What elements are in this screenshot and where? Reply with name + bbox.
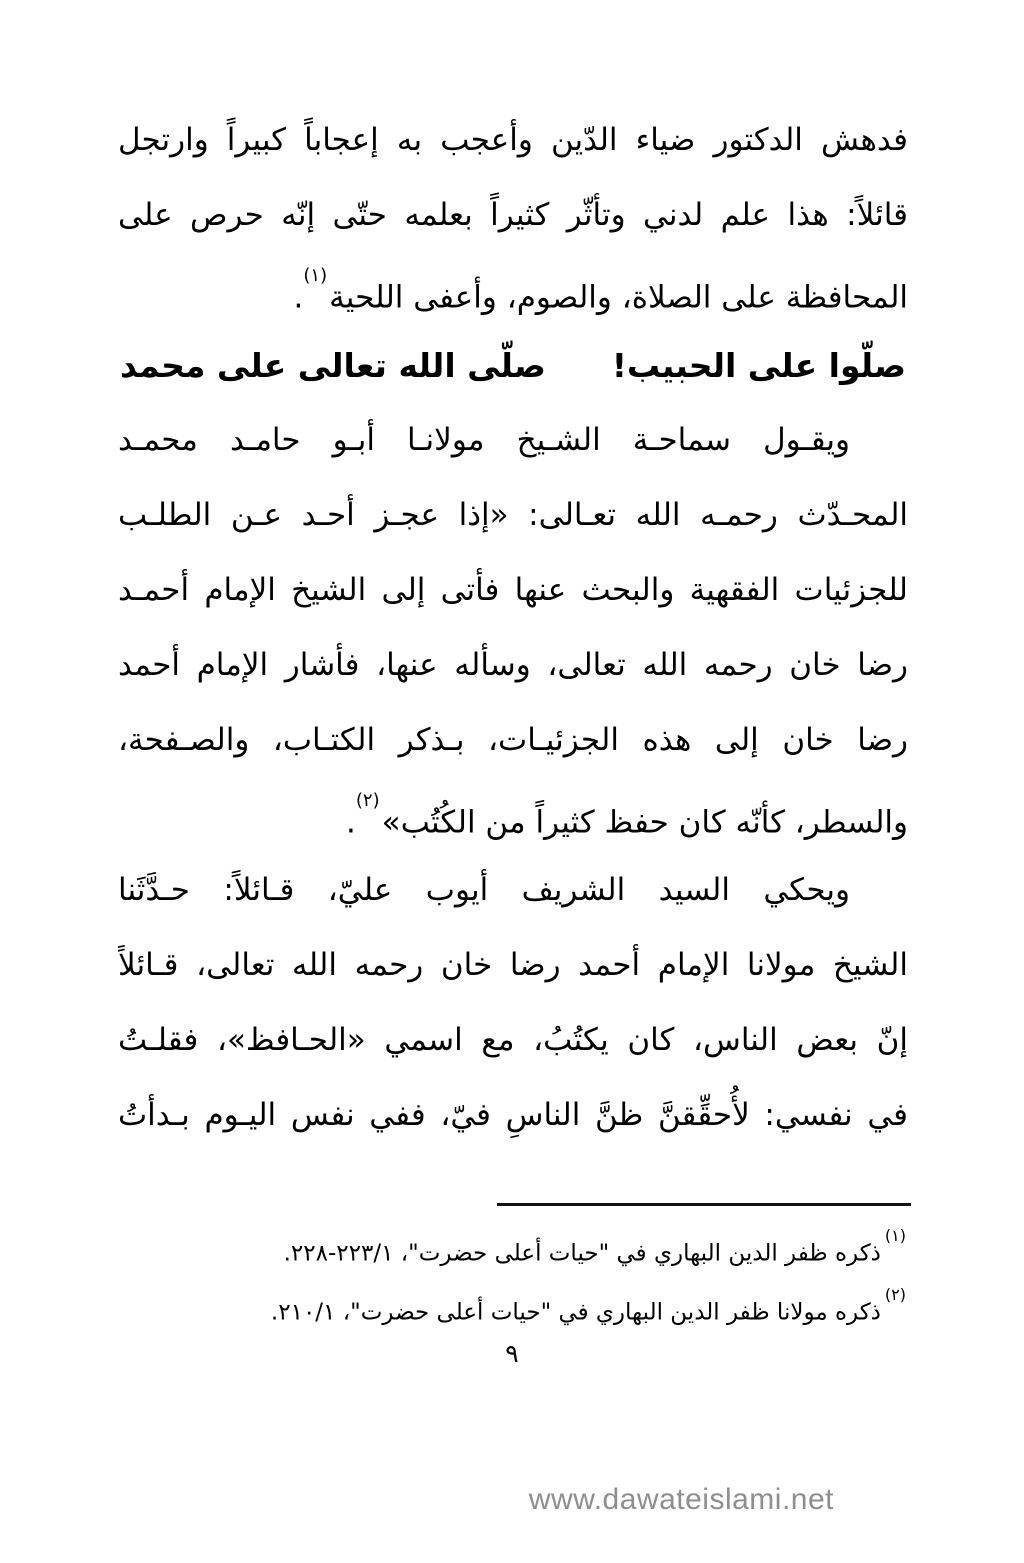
text-line: المحـدّث رحمـه الله تعـالى: «إذا عجـز أحـد عـن الطلـب [118, 497, 908, 533]
text-line: قائلاً: هذا علم لدني وتأثّر كثيراً بعلمه حتّى إنّه حرص على [118, 197, 908, 233]
text-line: في نفسي: لأُحقِّقنَّ ظنَّ الناسِ فيّ، ففي نفس اليـوم بـدأتُ [118, 1097, 908, 1133]
page-number: ٩ [505, 1339, 519, 1368]
footnote-ref: (٢) [355, 790, 380, 811]
main-text [118, 103, 908, 1153]
text-line: فدهش الدكتور ضياء الدّين وأعجب به إعجاباً كبيراً وارتجل [118, 122, 908, 158]
footnote-ref: (١) [303, 265, 328, 286]
text-line: ويحكي السيد الشريف أيوب عليّ، قـائلاً: حـدَّثَنا [118, 872, 850, 908]
footnote-separator [497, 1203, 911, 1206]
footnote: $^{(١)}$ذكره ظفر الدين البهاري في "حيات أعلى حضرت"، ٢٢٣/١-٢٢٨. [283, 1226, 906, 1267]
footer-watermark: www.dawateislami.net [528, 1483, 834, 1516]
text-line: للجزئيات الفقهية والبحث عنها فأتى إلى الشيخ الإمام أحمـد [118, 572, 908, 608]
text-line: المحافظة على الصلاة، والصوم، وأعفى اللحية$^{(١)}$. [293, 265, 908, 316]
footnotes-section [110, 1221, 906, 1338]
footnote-marker: (١) [884, 1226, 906, 1245]
text-line: الشيخ مولانا الإمام أحمد رضا خان رحمه الله تعالى، قـائلاً [118, 947, 908, 983]
text-line: رضا خان إلى هذه الجزئيـات، بـذكر الكتـاب، والصـفحة، [118, 722, 908, 758]
text-line: رضا خان رحمه الله تعالى، وسأله عنها، فأشار الإمام أحمد [118, 647, 908, 683]
salat-headline: صلّوا على الحبيب! صلّى الله تعالى على محمد [119, 346, 907, 385]
text-line: والسطر، كأنّه كان حفظ كثيراً من الكُتُب»$^{(٢)}$. [346, 790, 908, 841]
text-line: إنّ بعض الناس، كان يكتُبُ، مع اسمي «الحـافظ»، فقلـتُ [118, 1022, 908, 1058]
footnote: $^{(٢)}$ذكره مولانا ظفر الدين البهاري في "حيات أعلى حضرت"، ٢١٠/١. [270, 1284, 906, 1326]
footnote-marker: (٢) [884, 1284, 906, 1304]
text-line: ويقـول سماحـة الشـيخ مولانـا أبـو حامـد محمـد [118, 422, 850, 458]
